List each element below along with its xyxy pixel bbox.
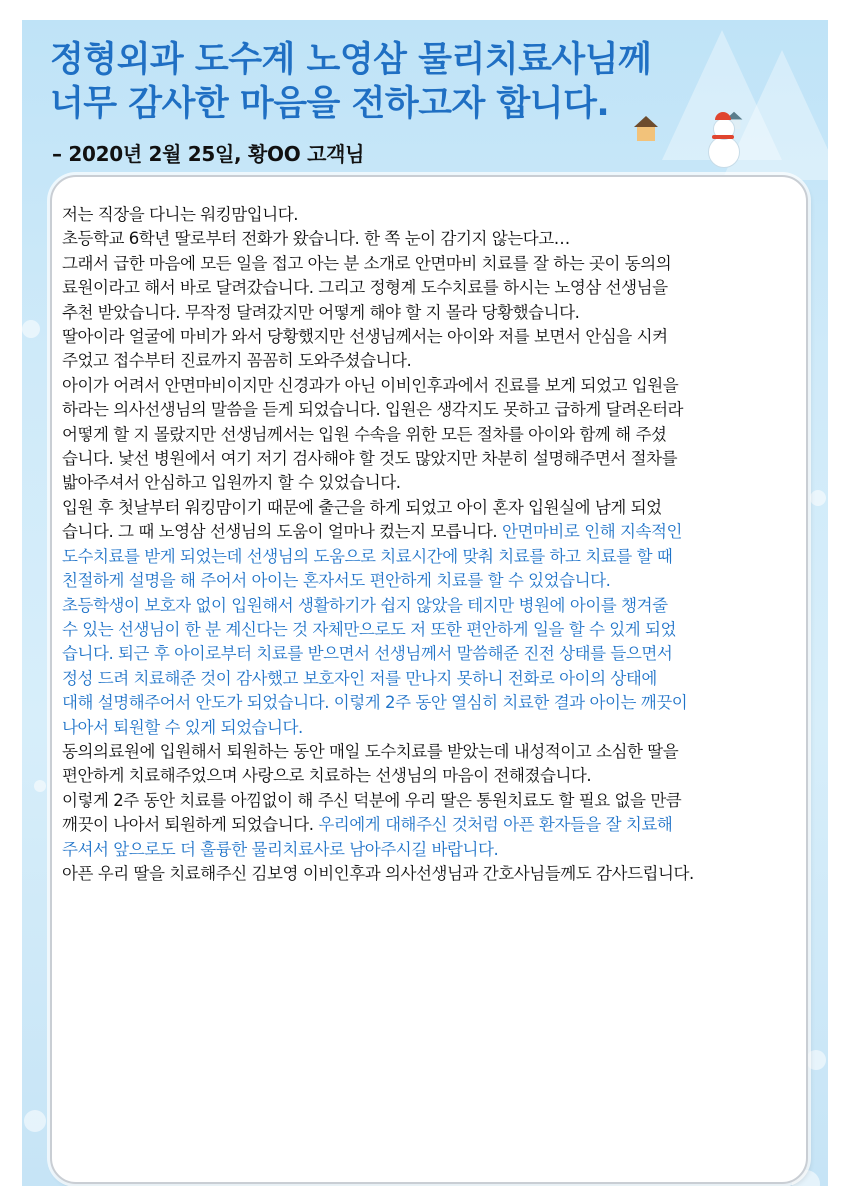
letter-line: [62, 203, 804, 227]
title-line-1: 정형외과 도수계 노영삼 물리치료사님께: [50, 40, 652, 80]
highlighted-text: 대해 설명해주어서 안도가 되었습니다. 이렇게 2주 동안 열심히 치료한 결과 아이는 깨끗이: [62, 693, 688, 713]
highlighted-text: 안면마비로 인해 지속적인: [501, 522, 682, 542]
letter-text: 아픈 우리 딸을 치료해주신 김보영 이비인후과 의사선생님과 간호사님들께도 감사드립니다.: [62, 863, 694, 883]
letter-line: [62, 252, 804, 276]
letter-line: [62, 667, 804, 691]
letter-line: [62, 691, 804, 715]
letter-text: 초등학교 6학년 딸로부터 전화가 왔습니다. 한 쪽 눈이 감기지 않는다고…: [62, 229, 570, 249]
highlighted-text: 습니다. 퇴근 후 아이로부터 치료를 받으면서 선생님께서 말씀해준 진전 상태를 들으면서: [62, 644, 673, 664]
snowman-icon: [706, 118, 740, 168]
letter-line: [62, 496, 804, 520]
letter-line: [62, 838, 804, 862]
letter-line: [62, 325, 804, 349]
snow-bubble-decoration: [24, 1110, 46, 1132]
letter-line: [62, 716, 804, 740]
letter-text: 깨끗이 나아서 퇴원하게 되었습니다.: [62, 815, 319, 835]
highlighted-text: 수 있는 선생님이 한 분 계신다는 것 자체만으로도 저 또한 편안하게 일을 할 수 있게 되었: [62, 619, 677, 639]
highlighted-text: 친절하게 설명을 해 주어서 아이는 혼자서도 편안하게 치료를 할 수 있었습니다.: [62, 571, 611, 591]
letter-line: [62, 520, 804, 544]
letter-text: 편안하게 치료해주었으며 사랑으로 치료하는 선생님의 마음이 전해졌습니다.: [62, 766, 592, 786]
highlighted-text: 나아서 퇴원할 수 있게 되었습니다.: [62, 717, 303, 737]
letter-text: 주었고 접수부터 진료까지 꼼꼼히 도와주셨습니다.: [62, 351, 412, 371]
letter-line: [62, 227, 804, 251]
snow-bubble-decoration: [34, 780, 46, 792]
letter-text: 딸아이라 얼굴에 마비가 와서 당황했지만 선생님께서는 아이와 저를 보면서 안심을 시켜: [62, 327, 668, 347]
letter-text: 아이가 어려서 안면마비이지만 신경과가 아닌 이비인후과에서 진료를 보게 되었고 입원을: [62, 375, 679, 395]
letter-text: 입원 후 첫날부터 워킹맘이기 때문에 출근을 하게 되었고 아이 혼자 입원실에 남게 되었: [62, 497, 662, 517]
letter-body: [62, 203, 804, 886]
letter-line: [62, 301, 804, 325]
letter-panel: [50, 175, 808, 1184]
letter-text: 저는 직장을 다니는 워킹맘입니다.: [62, 205, 299, 224]
snow-bubble-decoration: [810, 490, 826, 506]
letter-line: [62, 862, 804, 886]
letter-text: 밟아주셔서 안심하고 입원까지 할 수 있었습니다.: [62, 473, 401, 493]
highlighted-text: 정성 드려 치료해준 것이 감사했고 보호자인 저를 만나지 못하니 전화로 아이의 상태에: [62, 668, 657, 688]
letter-line: [62, 447, 804, 471]
highlighted-text: 초등학생이 보호자 없이 입원해서 생활하기가 쉽지 않았을 테지만 병원에 아이를 챙겨줄: [62, 595, 668, 615]
letter-line: [62, 423, 804, 447]
letter-line: [62, 789, 804, 813]
letter-text: 그래서 급한 마음에 모든 일을 접고 아는 분 소개로 안면마비 치료를 잘 하는 곳이 동의의: [62, 253, 672, 273]
letter-line: [62, 764, 804, 788]
letter-line: [62, 471, 804, 495]
title-line-2: 너무 감사한 마음을 전하고자 합니다.: [50, 84, 610, 124]
letter-text: 추천 받았습니다. 무작정 달려갔지만 어떻게 해야 할 지 몰라 당황했습니다.: [62, 302, 580, 322]
subtitle-date-author: – 2020년 2월 25일, 황OO 고객님: [52, 142, 365, 166]
highlighted-text: 우리에게 대해주신 것처럼 아픈 환자들을 잘 치료해: [318, 815, 673, 835]
letter-line: [62, 569, 804, 593]
letter-line: [62, 545, 804, 569]
letter-line: [62, 398, 804, 422]
highlighted-text: 도수치료를 받게 되었는데 선생님의 도움으로 치료시간에 맞춰 치료를 하고 치료를 할 때: [62, 546, 673, 566]
letter-line: [62, 813, 804, 837]
letter-text: 이렇게 2주 동안 치료를 아낌없이 해 주신 덕분에 우리 딸은 통원치료도 할 필요 없을 만큼: [62, 790, 682, 810]
letter-text: 습니다. 낯선 병원에서 여기 저기 검사해야 할 것도 많았지만 차분히 설명해주면서 절차를: [62, 449, 678, 469]
letter-line: [62, 618, 804, 642]
snow-bubble-decoration: [806, 1050, 826, 1070]
highlighted-text: 주셔서 앞으로도 더 훌륭한 물리치료사로 남아주시길 바랍니다.: [62, 839, 499, 859]
letter-text: 료원이라고 해서 바로 달려갔습니다. 그리고 정형계 도수치료를 하시는 노영삼 선생님을: [62, 278, 668, 298]
letter-line: [62, 374, 804, 398]
letter-line: [62, 642, 804, 666]
letter-line: [62, 349, 804, 373]
letter-text: 하라는 의사선생님의 말씀을 듣게 되었습니다. 입원은 생각지도 못하고 급하게 달려온터라: [62, 400, 684, 420]
letter-text: 어떻게 할 지 몰랐지만 선생님께서는 입원 수속을 위한 모든 절차를 아이와 함께 해 주셨: [62, 424, 667, 444]
poster-background: [22, 20, 828, 1186]
letter-line: [62, 276, 804, 300]
letter-line: [62, 740, 804, 764]
snow-bubble-decoration: [22, 320, 40, 338]
letter-line: [62, 594, 804, 618]
page-title: [50, 38, 651, 126]
letter-text: 습니다. 그 때 노영삼 선생님의 도움이 얼마나 컸는지 모릅니다.: [62, 522, 502, 542]
letter-text: 동의의료원에 입원해서 퇴원하는 동안 매일 도수치료를 받았는데 내성적이고 소심한 딸을: [62, 741, 679, 761]
